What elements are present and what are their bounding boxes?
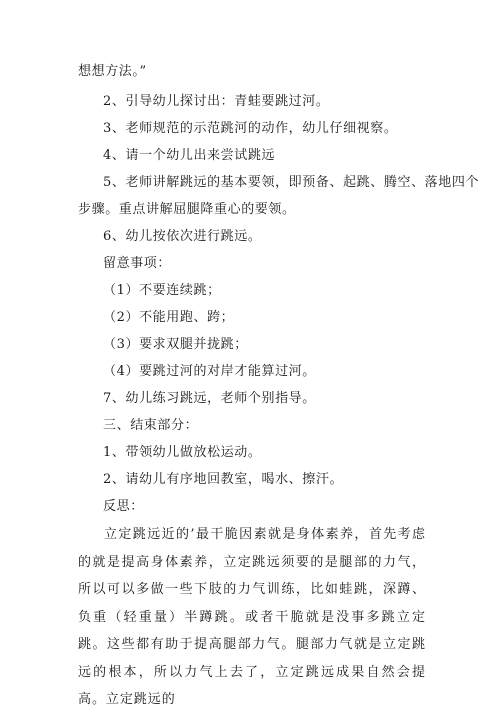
text-line-step-7: 7、幼儿练习跳远，老师个别指导。	[103, 391, 316, 406]
text-line-note-2: （2）不能用跑、跨；	[103, 310, 235, 325]
text-line-note-4: （4）要跳过河的对岸才能算过河。	[103, 364, 316, 379]
text-line-step-3: 3、老师规范的示范跳河的动作，幼儿仔细视察。	[103, 121, 398, 136]
text-line-step-6: 6、幼儿按依次进行跳远。	[103, 229, 262, 244]
text-line-step-2: 2、引导幼儿探讨出：青蛙要跳过河。	[103, 94, 330, 109]
text-line-section-3-heading: 三、结束部分：	[103, 418, 199, 433]
text-line-note-3: （3）要求双腿并拢跳；	[103, 337, 248, 352]
text-line-end-2: 2、请幼儿有序地回教室，喝水、擦汗。	[103, 472, 344, 487]
text-line-opening-quote-end: 想想方法。”	[78, 64, 147, 79]
text-line-step-5-cont: 步骤。重点讲解屈腿降重心的要领。	[78, 202, 296, 217]
text-line-note-1: （1）不要连续跳；	[103, 283, 221, 298]
text-line-step-5: 5、老师讲解跳远的基本要领，即预备、起跳、腾空、落地四个	[103, 175, 480, 190]
text-line-step-4: 4、请一个幼儿出来尝试跳远	[103, 148, 276, 163]
text-line-reflection-heading: 反思：	[103, 499, 144, 514]
reflection-paragraph: 立定跳远近的’最干脆因素就是身体素养，首先考虑的就是提高身体素养，立定跳远须要的是腿部的力气，所以可以多做一些下肢的力气训练，比如蛙跳，深蹲、负重（轻重量）半蹲跳。或者干脆就是没事多跳立定跳。这些都有助于提高腿部力气。腿部力气就是立定跳远的根本，所以力气上去了，立定跳远成果自然会提高。立定跳远的	[78, 527, 426, 707]
text-line-notes-heading: 留意事项：	[103, 256, 172, 271]
text-line-end-1: 1、带领幼儿做放松运动。	[103, 445, 262, 460]
